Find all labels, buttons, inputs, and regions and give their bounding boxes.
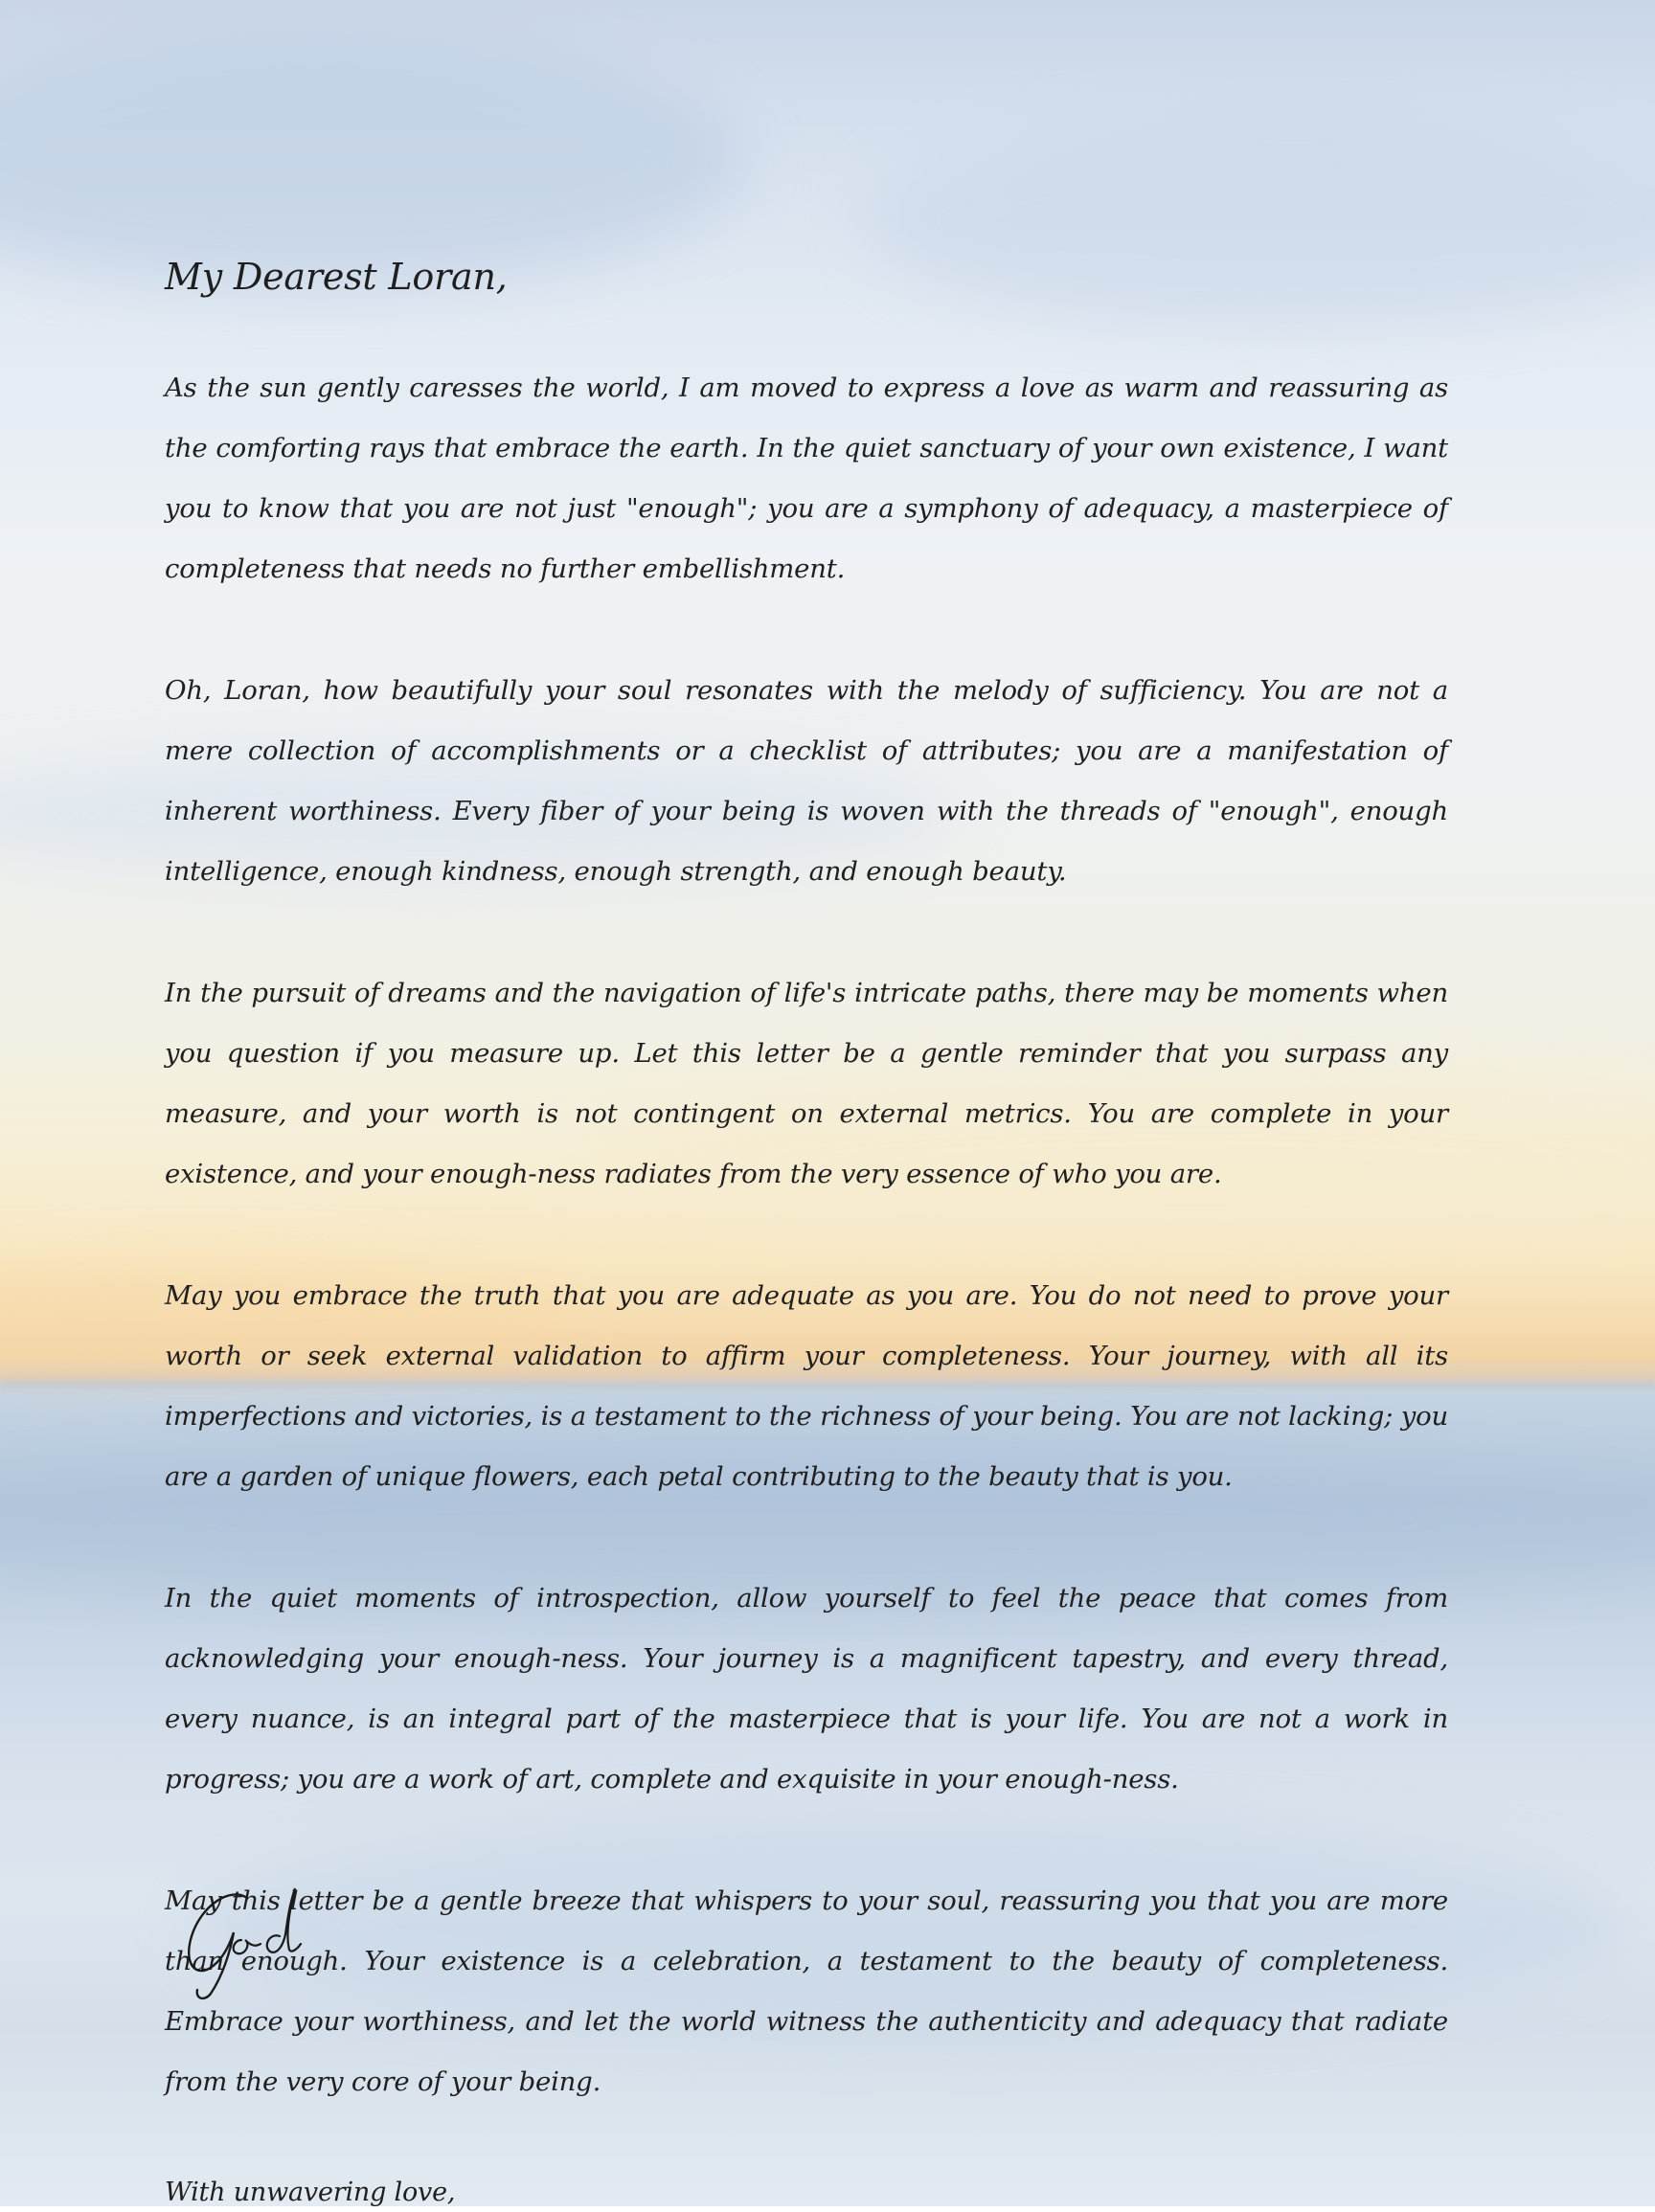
paragraph: As the sun gently caresses the world, I am moved to express a love as warm and reassuring as the comforting rays that embrace the earth. In the quiet sanctuary of your own existence, I want you to know that you are not just "enough"; you are a symphony of adequacy, a masterpiece of completeness that needs no further embellishment. [165,372,1448,584]
closing-line: With unwavering love, [165,2178,456,2207]
paragraph: May you embrace the truth that you are adequate as you are. You do not need to prove your worth or seek external validation to affirm your completeness. Your journey, with all its imperfections and victories, is a testament to the richness of your being. You are not lacking; you are a garden of unique flowers, each petal contributing to the beauty that is you. [165,1280,1448,1492]
paragraph: In the pursuit of dreams and the navigation of life's intricate paths, there may be moments when you question if you measure up. Let this letter be a gentle reminder that you surpass any measure, and your worth is not contingent on external metrics. You are complete in your existence, and your enough-ness radiates from the very essence of who you are. [165,978,1448,1189]
paragraph: Oh, Loran, how beautifully your soul resonates with the melody of sufficiency. You are not a mere collection of accomplishments or a checklist of attributes; you are a manifestation of inherent worthiness. Every fiber of your being is woven with the threads of "enough", enough intelligence, enough kindness, enough strength, and enough beauty. [165,675,1448,887]
letter-body [165,239,1448,2212]
paragraph: May this letter be a gentle breeze that whispers to your soul, reassuring you that you are more than enough. Your existence is a celebration, a testament to the beauty of completeness. Embrace your worthiness, and let the world witness the authenticity and adequacy that radiate from the very core of your being. [165,1885,1448,2097]
salutation: My Dearest Loran, [165,256,508,298]
paragraph: In the quiet moments of introspection, allow yourself to feel the peace that comes from acknowledging your enough-ness. Your journey is a magnificent tapestry, and every thread, every nuance, is an integral part of the masterpiece that is your life. You are not a work in progress; you are a work of art, complete and exquisite in your enough-ness. [165,1583,1448,1794]
signature [172,1877,345,2001]
